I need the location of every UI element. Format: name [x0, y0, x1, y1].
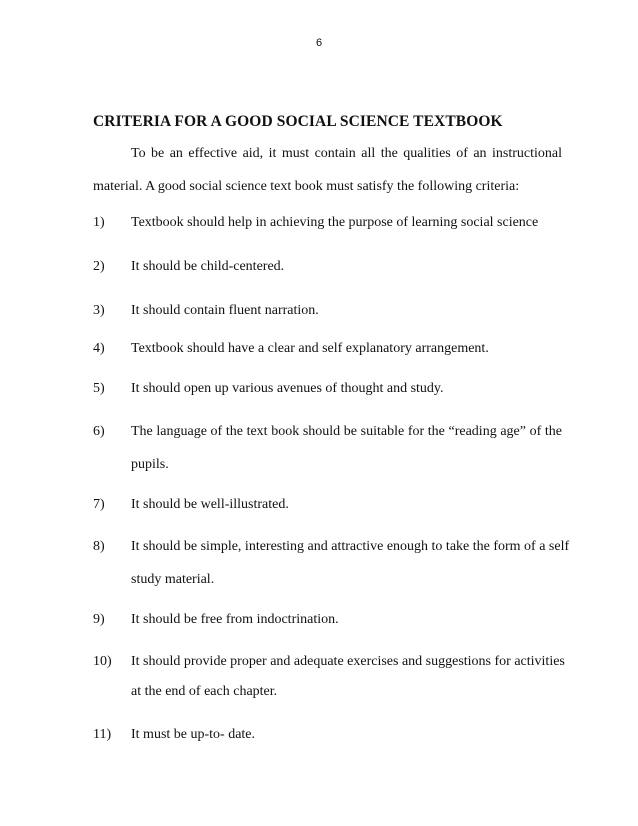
item-number: 4) — [93, 341, 105, 356]
item-text: It should be simple, interesting and attractive enough to take the form of a self — [131, 539, 570, 554]
item-number: 8) — [93, 539, 105, 554]
page-number: 6 — [315, 37, 323, 49]
item-number: 2) — [93, 259, 105, 274]
item-number: 3) — [93, 303, 105, 318]
item-number: 6) — [93, 424, 105, 439]
intro-line: material. A good social science text book must satisfy the following criteria: — [93, 179, 520, 194]
item-number: 11) — [93, 727, 112, 742]
section-heading: CRITERIA FOR A GOOD SOCIAL SCIENCE TEXTBOOK — [93, 113, 503, 130]
item-number: 1) — [93, 215, 105, 230]
item-text: It should be well-illustrated. — [131, 497, 289, 512]
item-number: 7) — [93, 497, 105, 512]
item-text: Textbook should have a clear and self explanatory arrangement. — [131, 341, 489, 356]
item-text: It should open up various avenues of thought and study. — [131, 381, 444, 396]
item-text: at the end of each chapter. — [131, 684, 278, 699]
item-number: 10) — [93, 654, 112, 669]
item-text: The language of the text book should be suitable for the “reading age” of the — [131, 424, 562, 439]
item-text: study material. — [131, 572, 215, 587]
item-text: It should be free from indoctrination. — [131, 612, 339, 627]
item-text: It should be child-centered. — [131, 259, 285, 274]
item-text: It must be up-to- date. — [131, 727, 256, 742]
item-text: pupils. — [131, 457, 169, 472]
item-text: It should contain fluent narration. — [131, 303, 319, 318]
item-number: 9) — [93, 612, 105, 627]
item-text: It should provide proper and adequate exercises and suggestions for activities — [131, 654, 565, 669]
item-text: Textbook should help in achieving the purpose of learning social science — [131, 215, 539, 230]
item-number: 5) — [93, 381, 105, 396]
intro-line: To be an effective aid, it must contain all the qualities of an instructional — [131, 146, 562, 161]
